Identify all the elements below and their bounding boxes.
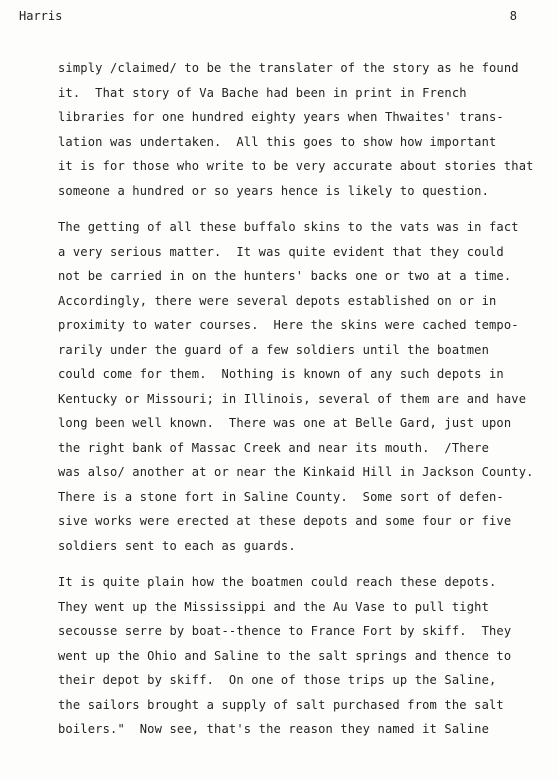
text-line: soldiers sent to each as guards. xyxy=(58,538,296,553)
text-line: libraries for one hundred eighty years when Thwaites' trans- xyxy=(58,110,504,124)
text-line: There is a stone fort in Saline County. Some sort of defen- xyxy=(58,489,504,504)
header-author: Harris xyxy=(19,9,63,23)
body-text xyxy=(58,59,538,757)
paragraph xyxy=(58,218,538,561)
page-number: 8 xyxy=(509,9,517,23)
page-header xyxy=(19,9,517,25)
text-line: sive works were erected at these depots and some four or five xyxy=(58,514,512,528)
text-line: secousse serre by boat--thence to France Fort by skiff. They xyxy=(58,624,512,638)
text-line: long been well known. There was one at Belle Gard, just upon xyxy=(58,416,512,430)
text-line: The getting of all these buffalo skins to the vats was in fact xyxy=(58,220,519,234)
text-line: went up the Ohio and Saline to the salt springs and thence to xyxy=(58,648,512,663)
text-line: the sailors brought a supply of salt purchased from the salt xyxy=(58,697,504,712)
text-line: it is for those who write to be very accurate about stories that xyxy=(58,159,534,173)
text-line: the right bank of Massac Creek and near its mouth. /There xyxy=(58,440,490,455)
text-line: It is quite plain how the boatmen could reach these depots. xyxy=(58,575,497,589)
text-line: not be carried in on the hunters' backs one or two at a time. xyxy=(58,269,512,283)
text-line: rarily under the guard of a few soldiers until the boatmen xyxy=(58,342,490,357)
text-line: someone a hundred or so years hence is likely to question. xyxy=(58,183,490,198)
text-line: their depot by skiff. On one of those trips up the Saline, xyxy=(58,673,497,687)
paragraph xyxy=(58,573,538,745)
text-line: a very serious matter. It was quite evident that they could xyxy=(58,244,504,259)
text-line: Accordingly, there were several depots established on or in xyxy=(58,293,497,308)
text-line: it. That story of Va Bache had been in print in French xyxy=(58,85,467,100)
text-line: could come for them. Nothing is known of any such depots in xyxy=(58,367,504,381)
text-line: They went up the Mississippi and the Au Vase to pull tight xyxy=(58,599,490,614)
paragraph xyxy=(58,59,538,206)
text-line: lation was undertaken. All this goes to show how important xyxy=(58,134,497,149)
text-line: simply /claimed/ to be the translater of the story as he found xyxy=(58,61,519,75)
text-line: was also/ another at or near the Kinkaid Hill in Jackson County. xyxy=(58,465,534,479)
text-line: boilers." Now see, that's the reason they named it Saline xyxy=(58,722,490,736)
text-line: proximity to water courses. Here the skins were cached tempo- xyxy=(58,318,519,332)
text-line: Kentucky or Missouri; in Illinois, several of them are and have xyxy=(58,391,527,406)
